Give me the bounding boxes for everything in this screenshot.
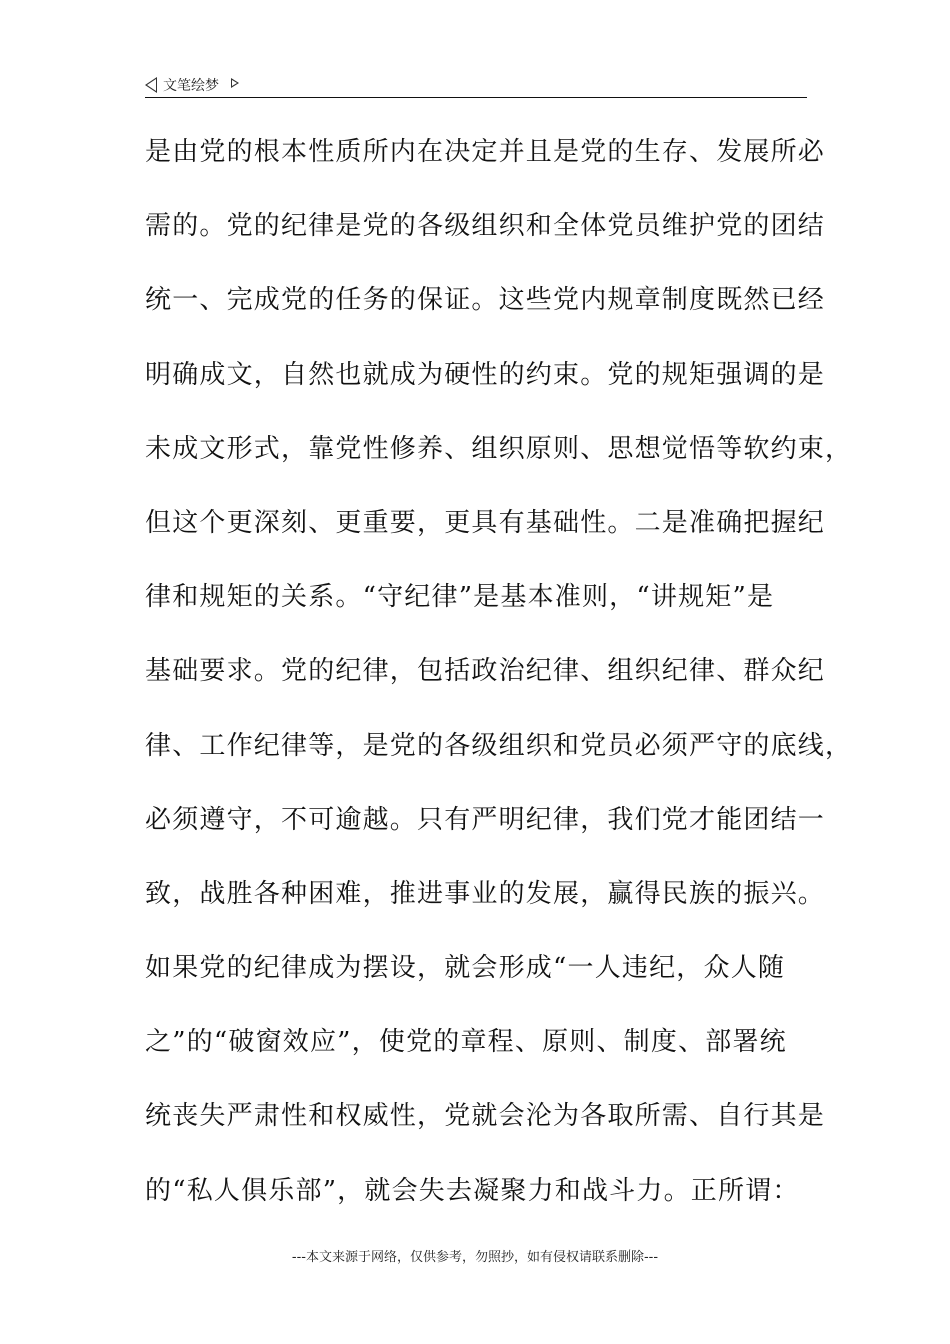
triangle-right-icon [231, 78, 239, 88]
text-line: 统丧失严肃性和权威性，党就会沦为各取所需、自行其是 [145, 1101, 826, 1132]
document-body [145, 126, 853, 1239]
text-line: 之”的“破窗效应”，使党的章程、原则、制度、部署统 [145, 1027, 787, 1058]
text-line: 是由党的根本性质所内在决定并且是党的生存、发展所必 [145, 137, 826, 167]
text-line: 的“私人俱乐部”，就会失去凝聚力和战斗力。正所谓： [145, 1175, 800, 1206]
triangle-left-icon [145, 77, 157, 93]
text-line: 但这个更深刻、更重要，更具有基础性。二是准确把握纪 [145, 507, 826, 538]
text-line: 基础要求。党的纪律，包括政治纪律、组织纪律、群众纪 [145, 656, 826, 687]
header-divider [145, 97, 807, 98]
page-header [145, 74, 807, 96]
text-line: 明确成文，自然也就成为硬性的约束。党的规矩强调的是 [145, 359, 826, 390]
text-line: 致，战胜各种困难，推进事业的发展，赢得民族的振兴。 [145, 878, 826, 909]
footer-disclaimer: ---本文来源于网络，仅供参考，勿照抄，如有侵权请联系删除--- [291, 1250, 659, 1265]
text-line: 统一、完成党的任务的保证。这些党内规章制度既然已经 [145, 285, 826, 316]
text-line: 未成文形式，靠党性修养、组织原则、思想觉悟等软约束， [145, 433, 853, 464]
site-name: 文笔绘梦 [163, 78, 219, 94]
text-line: 律、工作纪律等，是党的各级组织和党员必须严守的底线， [145, 730, 853, 761]
text-line: 如果党的纪律成为摆设，就会形成“一人违纪，众人随 [145, 953, 786, 984]
text-line: 律和规矩的关系。“守纪律”是基本准则，“讲规矩”是 [145, 582, 775, 613]
text-line: 需的。党的纪律是党的各级组织和全体党员维护党的团结 [145, 211, 826, 242]
text-line: 必须遵守，不可逾越。只有严明纪律，我们党才能团结一 [145, 804, 826, 835]
